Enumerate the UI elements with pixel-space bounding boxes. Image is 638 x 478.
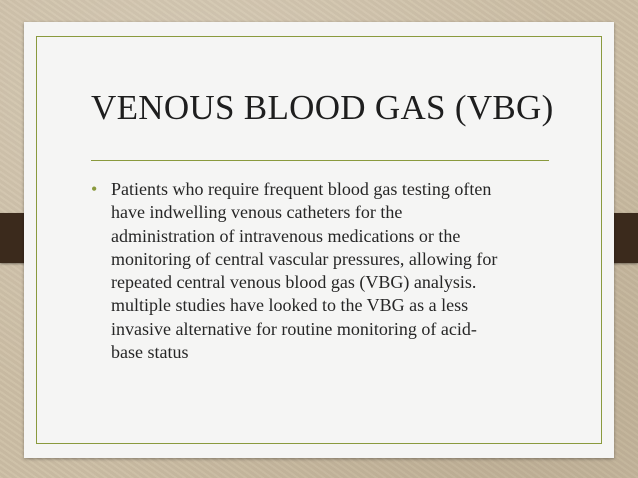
body-line-4: monitoring of central vascular pressures, allowing for <box>111 248 498 269</box>
body-line-3: administration of intravenous medications or the <box>111 225 461 246</box>
body-line-8: base status <box>111 342 189 363</box>
slide-title: VENOUS BLOOD GAS (VBG) <box>91 88 554 127</box>
bullet-list <box>91 178 561 364</box>
bullet-marker: • <box>91 179 98 199</box>
body-line-6: multiple studies have looked to the VBG as a less <box>111 295 469 316</box>
body-line-2: have indwelling venous catheters for the <box>111 202 403 223</box>
bullet-item <box>91 178 561 364</box>
title-underline <box>91 160 549 161</box>
body-line-1: Patients who require frequent blood gas testing often <box>111 179 492 199</box>
body-line-5: repeated central venous blood gas (VBG) analysis. <box>111 272 477 293</box>
body-line-7: invasive alternative for routine monitoring of acid- <box>111 318 477 339</box>
